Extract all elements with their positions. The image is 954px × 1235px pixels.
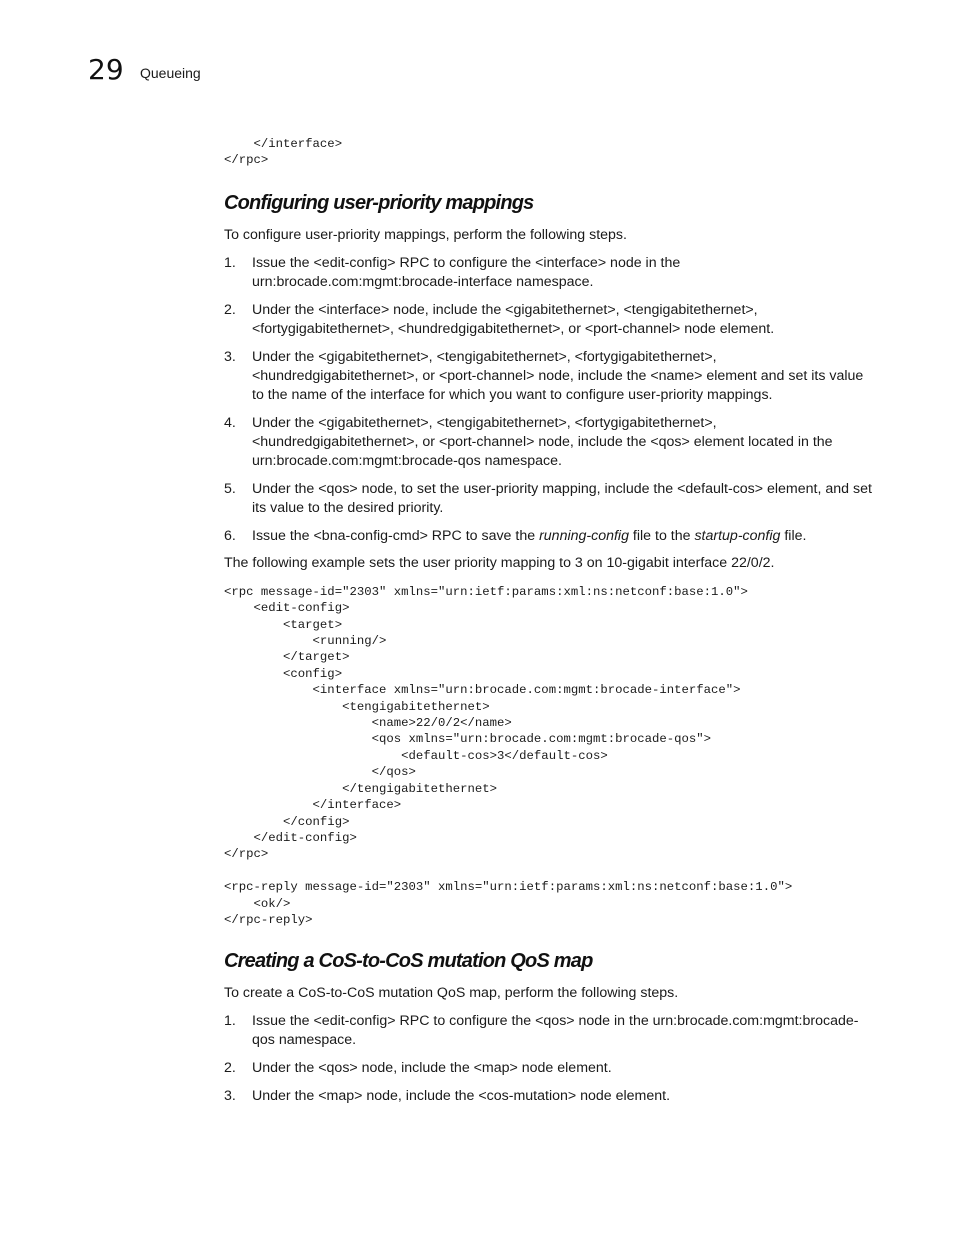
step-text <box>252 528 806 544</box>
code-block-continuation: </interface> </rpc> <box>224 137 343 168</box>
step-number: 3. <box>224 1088 236 1105</box>
step-text: Under the <interface> node, include the <gigabitethernet>, <tengigabitethernet>, <fortygigabitethernet>, <hundredgigabitethernet>, or <port-channel> node element. <box>252 301 775 337</box>
step-number: 3. <box>224 348 236 365</box>
step-text: Under the <gigabitethernet>, <tengigabitethernet>, <fortygigabitethernet>, <hundredgigabitethernet>, or <port-channel> node, include the <qos> element located in the urn:brocade.com:mgmt:brocade-qos namespace. <box>252 414 833 469</box>
section-heading-user-priority: Configuring user-priority mappings <box>224 191 534 214</box>
step-number: 1. <box>224 1013 236 1030</box>
step-text: Under the <qos> node, to set the user-priority mapping, include the <default-cos> element, and set its value to the desired priority. <box>252 480 872 516</box>
example-intro: The following example sets the user priority mapping to 3 on 10-gigabit interface 22/0/2. <box>224 554 775 571</box>
running-config-term: running-config <box>539 527 629 544</box>
step-text: Issue the <edit-config> RPC to configure the <interface> node in the urn:brocade.com:mgmt:brocade-interface namespace. <box>252 254 681 290</box>
step-text: Under the <gigabitethernet>, <tengigabitethernet>, <fortygigabitethernet>, <hundredgigabitethernet>, or <port-channel> node, include the <name> element and set its value to the name of the interface for which you want to configure user-priority mappings. <box>252 348 864 403</box>
step-text: Under the <map> node, include the <cos-mutation> node element. <box>252 1088 671 1105</box>
chapter-number: 29 <box>88 53 124 86</box>
section-intro: To configure user-priority mappings, perform the following steps. <box>224 226 627 243</box>
page-content <box>224 136 874 1106</box>
step-item <box>224 1012 874 1050</box>
step-text-part: Issue the <bna-config-cmd> RPC to save the <box>252 527 540 544</box>
step-item <box>224 254 874 292</box>
code-example: <rpc message-id="2303" xmlns="urn:ietf:params:xml:ns:netconf:base:1.0"> <edit-config> <target> <running/> </target> <config> <interface xmlns="urn:brocade.com:mgmt:brocade-interface"> <tengigabitethernet> <name>22/0/2</name> <qos xmlns="urn:brocade.com:mgmt:brocade-qos"> <default-cos>3</default-cos> </qos> </tengigabitethernet> </interface> </config> </edit-config> </rpc> <rpc-reply message-id="2303" xmlns="urn:ietf:params:xml:ns:netconf:base:1.0"> <ok/> </rpc-reply> <box>224 584 793 927</box>
step-item <box>224 414 874 471</box>
section-heading-cos-mutation: Creating a CoS-to-CoS mutation QoS map <box>224 950 593 973</box>
step-text: Under the <qos> node, include the <map> node element. <box>252 1060 612 1077</box>
step-item <box>224 1087 874 1106</box>
chapter-title: Queueing <box>140 65 201 81</box>
step-text-part: file to the <box>628 527 695 544</box>
step-text: Issue the <edit-config> RPC to configure the <qos> node in the urn:brocade.com:mgmt:brocade-qos namespace. <box>252 1013 859 1049</box>
step-item <box>224 348 874 405</box>
steps-list-cos-mutation <box>224 1012 874 1106</box>
step-text-part: file. <box>780 527 807 544</box>
step-number: 4. <box>224 414 236 431</box>
section-intro: To create a CoS-to-CoS mutation QoS map, perform the following steps. <box>224 985 679 1002</box>
step-number: 5. <box>224 480 236 497</box>
startup-config-term: startup-config <box>694 527 781 544</box>
step-item <box>224 527 874 546</box>
step-number: 2. <box>224 301 236 318</box>
step-number: 1. <box>224 254 236 271</box>
steps-list-user-priority <box>224 254 874 546</box>
step-number: 2. <box>224 1060 236 1077</box>
step-item <box>224 301 874 339</box>
step-item <box>224 1059 874 1078</box>
step-item <box>224 480 874 518</box>
step-number: 6. <box>224 527 236 544</box>
